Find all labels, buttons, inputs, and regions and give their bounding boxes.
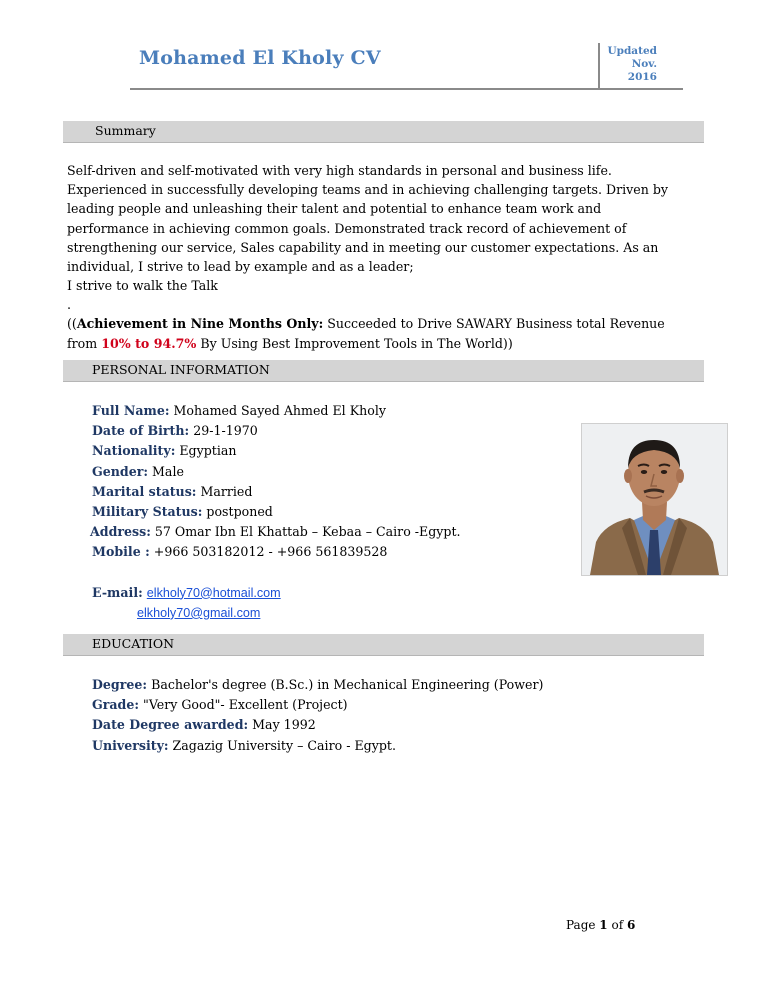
achievement-suffix: By Using Best Improvement Tools in The World)): [196, 335, 513, 351]
page-word: Page: [566, 918, 600, 932]
page-total: 6: [626, 918, 636, 932]
field-value: Zagazig University – Cairo - Egypt.: [168, 737, 396, 753]
spacer: [92, 563, 461, 583]
field-value: May 1992: [248, 717, 316, 733]
personal-row-full-name: [92, 401, 461, 421]
education-row-grade: [92, 695, 543, 715]
achievement-text: Succeeded to Drive SAWARY Business total Revenue from: [67, 316, 665, 351]
summary-section-header: [63, 121, 704, 143]
education-heading: EDUCATION: [92, 636, 175, 651]
personal-heading: PERSONAL INFORMATION: [92, 362, 270, 377]
education-section-header: [63, 634, 704, 656]
achievement-line: [67, 314, 687, 352]
education-row-degree: [92, 675, 543, 695]
summary-body: [67, 161, 687, 353]
field-label: Address:: [90, 524, 151, 540]
personal-section-header: [63, 360, 704, 382]
updated-year: 2016: [627, 71, 657, 83]
updated-month: Nov.: [631, 58, 657, 70]
personal-row-mobile: [92, 542, 461, 562]
header-vertical-rule: [598, 43, 600, 89]
document-title: Mohamed El Kholy CV: [139, 47, 381, 69]
personal-info-list: [92, 401, 461, 623]
field-value: "Very Good"- Excellent (Project): [139, 697, 348, 713]
field-value: 57 Omar Ibn El Khattab – Kebaa – Cairo -Egypt.: [150, 524, 461, 540]
field-label: Gender:: [92, 463, 149, 479]
field-value: Egyptian: [175, 443, 237, 459]
personal-row-nationality: [92, 441, 461, 461]
page-current: 1: [599, 918, 608, 932]
personal-row-email-2: [92, 603, 461, 623]
personal-row-dob: [92, 421, 461, 441]
summary-paragraph: Self-driven and self-motivated with very high standards in personal and business life. Experienced in successfully developing teams and in achieving challenging targets. Driven by leading people and unleashing their talent and potential to enhance team work and performance in achieving common goals. Demonstrated track record of achievement of strengthening our service, Sales capability and in meeting our customer expectations. As an individual, I strive to lead by example and as a leader;: [67, 163, 669, 275]
education-row-university: [92, 736, 543, 756]
achievement-prefix: ((: [67, 316, 77, 332]
field-value: +966 503182012 - +966 561839528: [149, 544, 388, 560]
field-label: Full Name:: [92, 403, 170, 418]
field-value: Male: [148, 463, 184, 479]
email-link-hotmail[interactable]: elkholy70@hotmail.com: [146, 585, 281, 600]
achievement-highlight: 10% to 94.7%: [101, 335, 197, 351]
email-link-gmail[interactable]: elkholy70@gmail.com: [137, 605, 261, 620]
field-value: Bachelor's degree (B.Sc.) in Mechanical Engineering (Power): [147, 677, 544, 692]
achievement-label: Achievement in Nine Months Only:: [76, 316, 324, 332]
field-value: 29-1-1970: [189, 423, 258, 439]
profile-photo-illustration: [582, 424, 727, 575]
field-label: Grade:: [92, 697, 140, 713]
field-label: Degree:: [92, 677, 148, 692]
field-label: Military Status:: [92, 504, 203, 520]
personal-row-military: [92, 502, 461, 522]
summary-heading: Summary: [95, 123, 156, 138]
education-info-list: [92, 675, 543, 756]
personal-row-gender: [92, 462, 461, 482]
field-label: Marital status:: [92, 483, 197, 499]
updated-label: Updated: [607, 45, 657, 57]
field-label: Date Degree awarded:: [92, 717, 249, 733]
page-of-word: of: [607, 918, 627, 932]
summary-dot: .: [67, 297, 72, 313]
personal-row-address: [90, 522, 461, 542]
updated-date: [605, 45, 657, 84]
field-label: Mobile :: [92, 544, 150, 560]
field-label: Nationality:: [92, 443, 176, 459]
page-number: [566, 918, 635, 932]
field-value: Married: [196, 483, 253, 499]
personal-row-email: [92, 583, 461, 603]
field-label: University:: [92, 737, 169, 753]
field-value: postponed: [202, 504, 273, 520]
email-label: E-mail:: [92, 584, 143, 600]
field-value: Mohamed Sayed Ahmed El Kholy: [169, 403, 386, 418]
header-horizontal-rule: [130, 88, 683, 90]
field-label: Date of Birth:: [92, 423, 190, 439]
profile-photo: [581, 423, 728, 576]
education-row-date: [92, 715, 543, 735]
summary-last-line: I strive to walk the Talk: [67, 278, 218, 294]
personal-row-marital: [92, 482, 461, 502]
